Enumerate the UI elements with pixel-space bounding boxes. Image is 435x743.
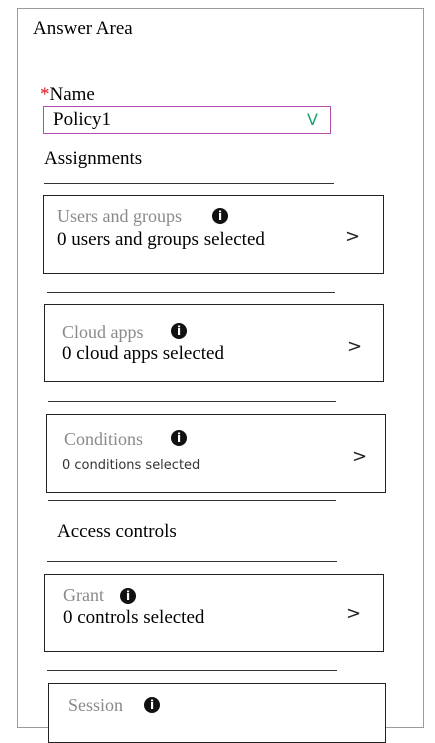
required-marker: * [40,84,50,105]
session-label: Session [68,695,124,715]
chevron-right-icon[interactable]: > [345,226,361,247]
cloud-apps-label: Cloud apps [62,322,144,342]
name-label [40,84,95,106]
divider [47,670,337,671]
assignments-heading: Assignments [44,148,143,169]
info-icon[interactable]: i [171,430,187,446]
info-icon[interactable]: i [120,588,136,604]
chevron-right-icon[interactable]: > [352,446,368,467]
session-card[interactable] [48,683,386,743]
chevron-down-icon[interactable]: V [307,110,318,129]
users-and-groups-card[interactable] [43,195,384,274]
divider [44,183,334,184]
divider [48,500,336,501]
name-label-text: Name [49,84,95,105]
conditions-summary: 0 conditions selected [62,458,201,473]
cloud-apps-card[interactable] [44,304,384,382]
users-and-groups-label: Users and groups [57,206,182,226]
divider [47,292,335,293]
name-value: Policy1 [53,109,112,130]
cloud-apps-summary: 0 cloud apps selected [62,343,224,364]
info-icon[interactable]: i [171,323,187,339]
access-controls-heading: Access controls [57,521,177,542]
answer-area-title: Answer Area [33,18,133,39]
users-and-groups-summary: 0 users and groups selected [57,229,265,250]
divider [48,401,336,402]
conditions-label: Conditions [64,429,144,449]
name-dropdown[interactable] [43,106,331,134]
chevron-right-icon[interactable]: > [347,336,363,357]
grant-label: Grant [63,585,104,605]
chevron-right-icon[interactable]: > [346,603,362,624]
grant-card[interactable] [44,574,384,652]
conditions-card[interactable] [46,414,386,493]
grant-summary: 0 controls selected [63,607,205,628]
info-icon[interactable]: i [212,208,228,224]
divider [47,561,337,562]
info-icon[interactable]: i [144,697,160,713]
